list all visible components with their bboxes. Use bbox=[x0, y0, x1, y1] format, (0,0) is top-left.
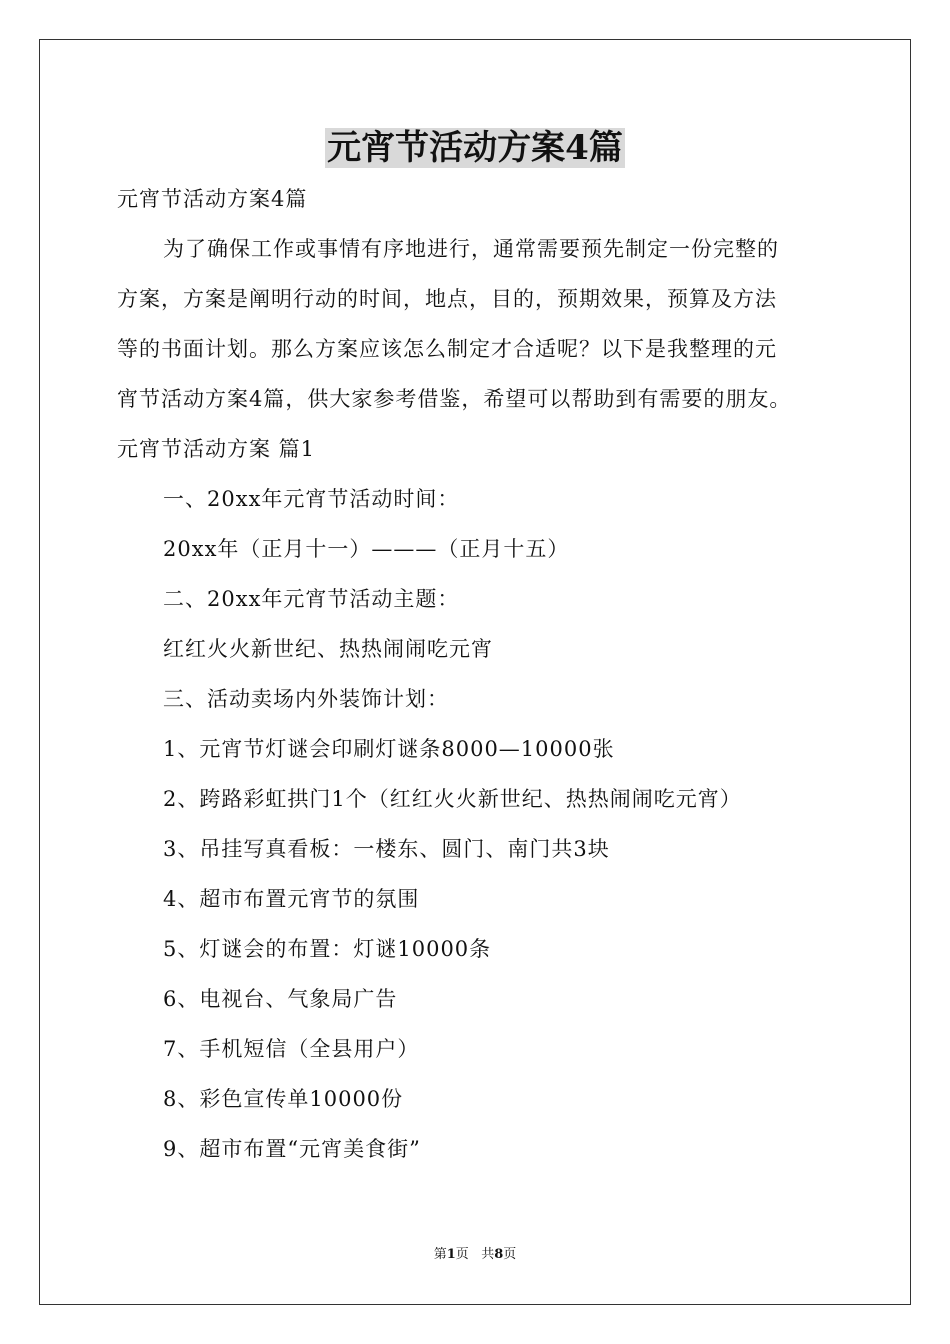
plan-item: 8、彩色宣传单10000份 bbox=[163, 1087, 404, 1111]
intro-line-2: 方案，方案是阐明行动的时间，地点，目的，预期效果，预算及方法 bbox=[117, 287, 777, 311]
plan-item: 1、元宵节灯谜会印刷灯谜条8000—10000张 bbox=[163, 737, 615, 761]
footer-total-pages: 8 bbox=[494, 1247, 504, 1262]
plan-item: 7、手机短信（全县用户） bbox=[163, 1037, 420, 1061]
plan-item: 5、灯谜会的布置：灯谜10000条 bbox=[163, 937, 492, 961]
page-border bbox=[39, 39, 911, 1305]
plan-item: 4、超市布置元宵节的氛围 bbox=[163, 887, 420, 911]
section-heading: 元宵节活动方案 篇1 bbox=[117, 437, 316, 461]
plan-item: 20xx年（正月十一）———（正月十五） bbox=[163, 537, 570, 561]
footer-page-prefix: 第 bbox=[433, 1247, 447, 1262]
plan-item: 二、20xx年元宵节活动主题： bbox=[163, 587, 460, 611]
footer-total-prefix: 共 bbox=[481, 1247, 495, 1262]
plan-item: 一、20xx年元宵节活动时间： bbox=[163, 487, 460, 511]
plan-item: 红红火火新世纪、热热闹闹吃元宵 bbox=[163, 637, 493, 661]
plan-item: 三、活动卖场内外装饰计划： bbox=[163, 687, 449, 711]
footer-page-suffix: 页 bbox=[455, 1247, 469, 1262]
plan-item: 9、超市布置“元宵美食街” bbox=[163, 1137, 421, 1161]
document-title-text: 元宵节活动方案4篇 bbox=[327, 128, 623, 168]
footer-page-number: 1 bbox=[446, 1247, 456, 1262]
plan-item: 2、跨路彩虹拱门1个（红红火火新世纪、热热闹闹吃元宵） bbox=[163, 787, 742, 811]
footer-total-suffix: 页 bbox=[503, 1247, 517, 1262]
document-title bbox=[0, 124, 950, 172]
intro-line-3: 等的书面计划。那么方案应该怎么制定才合适呢？以下是我整理的元 bbox=[117, 337, 777, 361]
plan-item: 3、吊挂写真看板：一楼东、圆门、南门共3块 bbox=[163, 837, 610, 861]
plan-item: 6、电视台、气象局广告 bbox=[163, 987, 398, 1011]
intro-line-1: 为了确保工作或事情有序地进行，通常需要预先制定一份完整的 bbox=[163, 237, 779, 261]
page-footer bbox=[0, 1246, 950, 1264]
document-subtitle: 元宵节活动方案4篇 bbox=[117, 187, 308, 211]
intro-line-4: 宵节活动方案4篇，供大家参考借鉴，希望可以帮助到有需要的朋友。 bbox=[117, 387, 792, 411]
